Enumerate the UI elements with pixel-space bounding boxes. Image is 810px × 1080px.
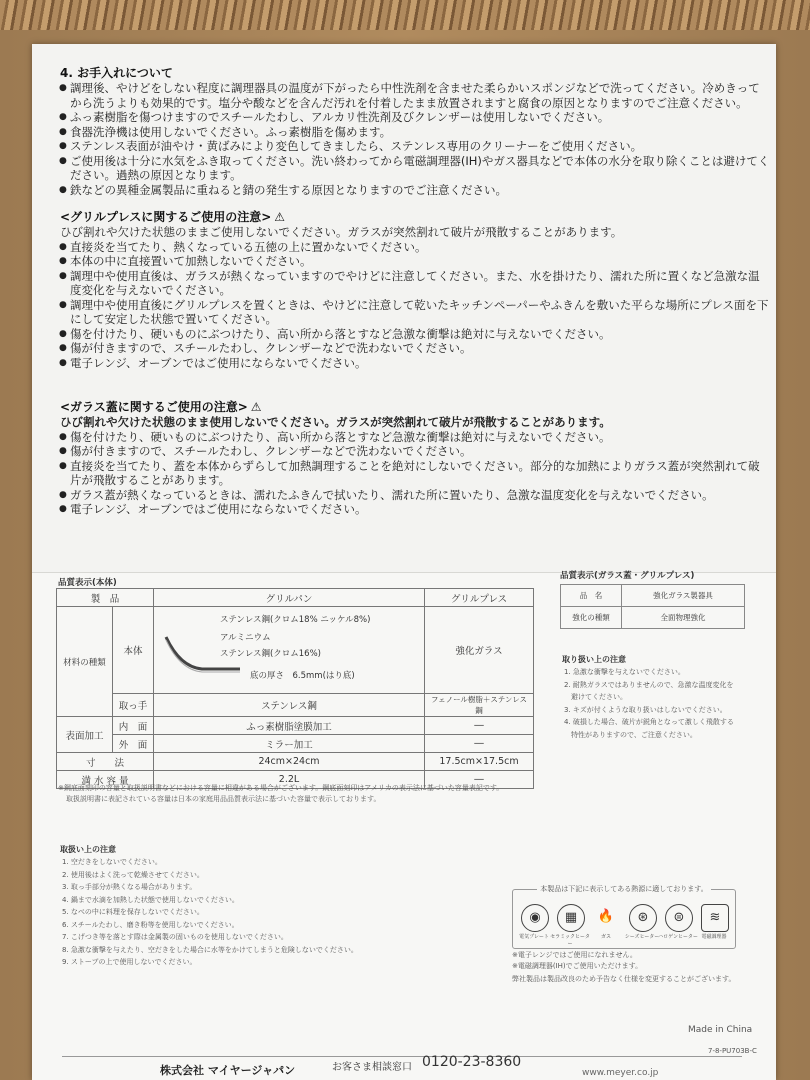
grill-press-title [60,210,770,225]
list-item: ● ふっ素樹脂を傷つけますのでスチールたわし、アルカリ性洗剤及びクレンザーは使用しないでください。 [60,110,770,125]
list-item: ● 鉄などの異種金属製品に重ねると錆の発生する原因となりますのでご注意ください。 [60,183,770,198]
list-item: ● ガラス蓋が熱くなっているときは、濡れたふきんで拭いたり、濡れた所に置いたり、急激な温度変化を与えないでください。 [60,488,770,503]
grill-press-list [60,240,770,371]
care-list [60,81,770,197]
list-item: 4. 破損した場合、破片が鋭角となって激しく飛散する [564,718,734,726]
list-item: 1. 空だきをしないでください。 [62,858,162,866]
care-title: 4. お手入れについて [60,66,173,80]
instruction-sheet [32,44,776,1080]
handle-pan-material: ステンレス鋼 [154,694,425,717]
care-section [60,66,770,197]
outer-label: 外 面 [113,735,154,753]
list-item: 4. 鍋まで水滴を加熱した状態で使用しないでください。 [62,895,239,904]
microwave-note: ※電子レンジではご使用になれません。 [512,951,637,959]
warning-icon: ⚠ [250,400,262,414]
list-item: 6. スチールたわし、磨き粉等を使用しないでください。 [62,920,239,929]
product-name-value: 強化ガラス製器具 [622,585,745,607]
list-item: 2. 耐熱ガラスではありませんので、急激な温度変化を [564,680,734,689]
heat-source-title [513,884,735,894]
glass-lid-list [60,430,770,517]
list-item: 7. こげつき等を落とす際は金属製の固いものを使用しないでください。 [62,933,288,941]
grill-press-section [60,210,770,370]
capacity-label: 満 水 容 量 [57,771,154,789]
list-item: 特性がありますので、ご注意ください。 [564,730,697,739]
ceramic-heater-icon: ▦ [557,904,585,932]
size-press: 17.5cm×17.5cm [425,753,534,771]
list-item: ● ステンレス表面が油やけ・黄ばみにより変色してきましたら、ステンレス専用のクリーナーをご使用ください。 [60,139,770,154]
list-item: ● 調理中や使用直後は、ガラスが熱くなっていますのでやけどに注意してください。また、水を掛けたり、濡れた所に置くなど急激な温度変化を与えないでください。 [60,269,770,298]
tempering-label: 強化の種類 [561,607,622,629]
glass-lid-intro: ひび割れや欠けた状態のまま使用しないでください。ガラスが突然割れて破片が飛散することがあります。 [60,415,611,429]
list-item: ● 調理中や使用直後にグリルプレスを置くときは、やけどに注意して乾いたキッチンペーパーやふきんを敷いた平らな場所にプレス面を下にして安定した状態で置いてください。 [60,298,770,327]
gas-flame-icon: 🔥 [597,909,615,924]
spec-change-note: 弊社製品は製品改良のため予告なく仕様を変更することがございます。 [512,975,736,983]
list-item: 9. ストーブの上で使用しないでください。 [62,958,197,966]
body-material-cell [154,607,425,694]
tempering-value: 全面物理強化 [622,607,745,629]
warning-icon: ⚠ [274,210,286,224]
electric-plate-icon: ◉ [521,904,549,932]
material-label: 材料の種類 [57,607,113,717]
list-item: ● 食器洗浄機は使用しないでください。ふっ素樹脂を傷めます。 [60,125,770,140]
glass-lid-section [60,400,770,517]
handling-right-list [564,666,734,741]
icon-label: ハロゲンヒーター [658,934,698,940]
layer-stainless-outer: ステンレス鋼(クロム18% ニッケル8%) [220,615,371,625]
list-item: ● 傷を付けたり、硬いものにぶつけたり、高い所から落とすなど急激な衝撃は絶対に与えないでください。 [60,430,770,445]
icon-label: シーズヒーター [624,934,660,940]
capacity-note-1: ※鋼底面刻印の容量と取扱説明書などにおける容量に相違がある場合がございます。鋼底面刻印はアメリカの表示法に基づいた容量表記です。 [58,784,504,792]
size-label: 寸 法 [57,753,154,771]
list-item: 8. 急激な衝撃を与えたり、空だきをした場合に水等をかけてしまうと危険しないでください。 [62,945,358,954]
list-item: 避けてください。 [564,693,627,701]
list-item: ● 傷が付きますので、スチールたわし、クレンザーなどで洗わないでください。 [60,444,770,459]
handling-right-title: 取り扱い上の注意 [562,655,626,664]
grill-press-title-text: <グリルプレスに関するご使用の注意> [60,210,272,224]
list-item: 2. 使用後はよく洗って乾燥させてください。 [62,870,204,879]
ih-note: ※電磁調理器(IH)でご使用いただけます。 [512,962,643,970]
sheath-heater-icon: ⊛ [629,904,657,932]
layer-aluminum: アルミニウム [220,633,271,643]
capacity-press: ― [425,771,534,789]
website-url: www.meyer.co.jp [582,1068,659,1078]
handle-press-material: フェノール樹脂＋ステンレス鋼 [425,694,534,717]
ih-heater-icon: ≋ [701,904,729,932]
inner-pan-finish: ふっ素樹脂塗膜加工 [154,717,425,735]
list-item: ● 直接炎を当てたり、熱くなっている五徳の上に置かないでください。 [60,240,770,255]
halogen-heater-icon: ⊜ [665,904,693,932]
document-code: 7-8-PU703B-C [708,1047,757,1055]
outer-pan-finish: ミラー加工 [154,735,425,753]
list-item: 1. 急激な衝撃を与えないでください。 [564,668,685,676]
quality-table [56,588,534,789]
list-item: ● 調理後、やけどをしない程度に調理器具の温度が下がったら中性洗剤を含ませた柔らかいスポンジなどで洗ってください。冷めきってから洗うよりも効果的です。塩分や酸などを含んだ汚れを付着したまま放置されますと腐食の原因となりますのでご注意ください。 [60,81,770,110]
grill-press-intro: ひび割れや欠けた状態のままご使用しないでください。ガラスが突然割れて破片が飛散することがあります。 [60,225,623,239]
inner-label: 内 面 [113,717,154,735]
list-item: 5. なべの中に料理を保存しないでください。 [62,908,204,916]
made-in-label: Made in China [688,1025,753,1035]
list-item: ● 電子レンジ、オーブンではご使用にならないでください。 [60,356,770,371]
capacity-note-2: 取扱説明書に表記されている容量は日本の家庭用品品質表示法に基づいた容量で表示しております。 [66,795,381,803]
header-grill-pan: グリルパン [154,589,425,607]
outer-press-finish: ― [425,735,534,753]
list-item: ● 直接炎を当てたり、蓋を本体からずらして加熱調理することを絶対にしないでください。部分的な加熱によりガラス蓋が突然割れて破片が飛散することがあります。 [60,459,770,488]
header-product: 製 品 [57,589,154,607]
quality-table-title: 品質表示(本体) [58,578,117,588]
list-item: ● ご使用後は十分に水気をふき取ってください。洗い終わってから電磁調理器(IH)やガス器具などで本体の水分を取り除くことは避けてください。過熱の原因となります。 [60,154,770,183]
handle-label: 取っ手 [113,694,154,717]
body-label: 本体 [113,607,154,694]
handling-left-title: 取扱い上の注意 [60,845,116,854]
icon-label: セラミックヒーター [550,934,590,947]
company-name: 株式会社 マイヤージャパン [160,1064,296,1077]
inner-press-finish: ― [425,717,534,735]
list-item: ● 電子レンジ、オーブンではご使用にならないでください。 [60,502,770,517]
icon-label: 電気プレート [519,934,549,940]
product-name-label: 品 名 [561,585,622,607]
size-pan: 24cm×24cm [154,753,425,771]
icon-label: ガス [600,934,611,940]
lid-quality-title: 品質表示(ガラス蓋・グリルプレス) [560,571,695,581]
heat-source-box [512,885,736,949]
heat-source-title-text: 本製品は下記に表示してある熱源に適しております。 [537,885,710,893]
lid-quality-table [560,584,745,629]
footer-divider [62,1056,742,1057]
surface-label: 表面加工 [57,717,113,753]
glass-lid-title-text: <ガラス蓋に関するご使用の注意> [60,400,248,414]
contact-label: お客さま相談窓口 [332,1062,412,1073]
layer-stainless-inner: ステンレス鋼(クロム16%) [220,649,321,659]
list-item: 3. 取っ手部分が熱くなる場合があります。 [62,883,197,891]
wicker-basket-background [0,0,810,30]
icon-label: 電磁調理器 [701,934,727,940]
phone-number: 0120-23-8360 [422,1054,522,1070]
list-item: ● 本体の中に直接置いて加熱しないでください。 [60,254,770,269]
capacity-pan: 2.2L [154,771,425,789]
press-body-material: 強化ガラス [425,607,534,694]
handling-left-list [62,856,358,969]
bottom-thickness: 底の厚さ 6.5mm(はり底) [250,671,355,681]
header-grill-press: グリルプレス [425,589,534,607]
list-item: ● 傷を付けたり、硬いものにぶつけたり、高い所から落とすなど急激な衝撃は絶対に与えないでください。 [60,327,770,342]
list-item: 3. キズが付くような取り扱いはしないでください。 [564,705,727,714]
glass-lid-title [60,400,770,415]
list-item: ● 傷が付きますので、スチールたわし、クレンザーなどで洗わないでください。 [60,341,770,356]
